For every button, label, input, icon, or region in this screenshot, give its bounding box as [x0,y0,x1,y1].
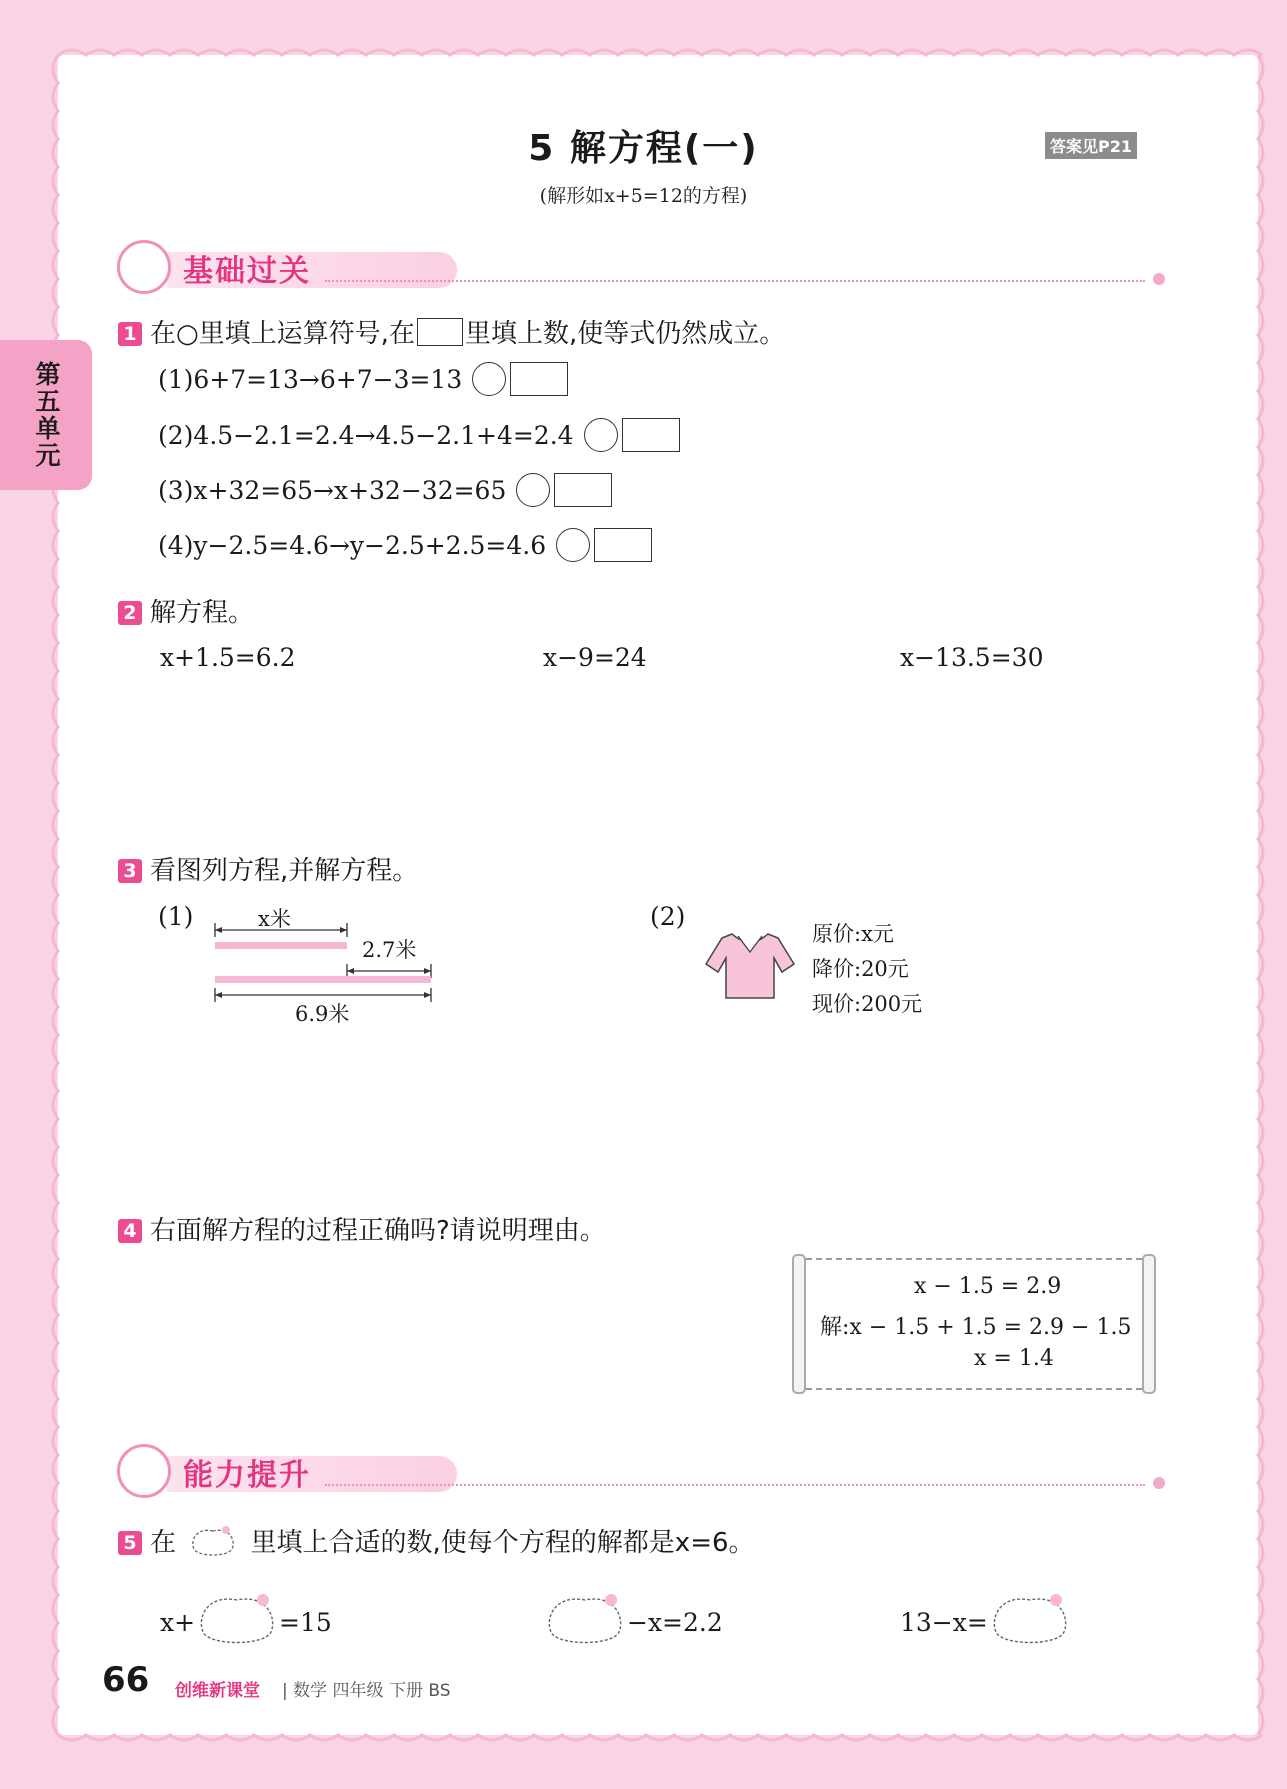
number-blank[interactable] [510,362,568,396]
part-label: (1) [158,902,194,931]
unit-side-tab [0,340,92,490]
page-title: 5 解方程(一) [528,128,759,169]
operator-blank[interactable] [584,418,618,452]
price-line: 原价:x元 [812,922,894,946]
dotted-divider [325,1484,1145,1486]
operator-blank[interactable] [472,362,506,396]
question-number: 4 [118,1219,142,1243]
question-5-title: 5 在 里填上合适的数,使每个方程的解都是x=6。 [118,1522,755,1559]
page-subtitle: (解形如x+5=12的方程) [539,185,748,207]
bubble-icon [1153,1477,1165,1489]
section-header-basic [115,240,1165,296]
bubble-icon [1153,273,1165,285]
number-blank[interactable] [622,418,680,452]
mascot-icon [117,1444,171,1498]
question-number: 1 [118,322,142,346]
number-blank[interactable] [594,528,652,562]
question-2-title: 2 解方程。 [118,592,254,629]
section-title: 能力提升 [183,1458,311,1493]
q1-item: (2)4.5−2.1=2.4→4.5−2.1+4=2.4 [158,418,680,452]
work-line: x − 1.5 = 2.9 [914,1274,1062,1299]
answer-reference-badge: 答案见P21 [1045,132,1137,159]
equation: x−9=24 [543,643,647,672]
mascot-icon [117,240,171,294]
solution-scroll [796,1258,1152,1390]
equation: x−13.5=30 [900,643,1044,672]
equation: x+1.5=6.2 [160,643,296,672]
price-line: 现价:200元 [812,992,923,1016]
q1-item: (4)y−2.5=4.6→y−2.5+2.5=4.6 [158,528,652,562]
q1-item: (1)6+7=13→6+7−3=13 [158,362,568,396]
number-blank[interactable] [554,473,612,507]
operator-blank[interactable] [516,473,550,507]
unit-label: 第五单元 [32,361,61,469]
question-4-title: 4 右面解方程的过程正确吗?请说明理由。 [118,1210,606,1247]
apple-blank[interactable] [988,1592,1072,1652]
section-title: 基础过关 [183,254,311,289]
segment-label-a: 2.7米 [362,938,417,962]
part-label: (2) [650,902,686,931]
footer-info: | 数学 四年级 下册 BS [282,1681,451,1701]
q5-equation: 13−x= [900,1592,1072,1652]
work-line: 解:x − 1.5 + 1.5 = 2.9 − 1.5 [820,1315,1132,1340]
section-header-advanced [115,1444,1165,1500]
operator-blank[interactable] [556,528,590,562]
segment-label-x: x米 [258,907,291,931]
segment-label-total: 6.9米 [295,1002,350,1026]
q1-item: (3)x+32=65→x+32−32=65 [158,473,612,507]
dotted-divider [325,280,1145,282]
question-number: 3 [118,859,142,883]
question-1-title: 1 在○里填上运算符号,在 里填上数,使等式仍然成立。 [118,313,785,350]
work-line: x = 1.4 [974,1346,1054,1371]
footer-brand: 创维新课堂 [175,1681,260,1701]
question-3-title: 3 看图列方程,并解方程。 [118,850,418,887]
q5-equation: −x=2.2 [543,1592,723,1652]
q5-equation: x+ =15 [160,1592,332,1652]
shirt-icon [702,928,798,1004]
apple-blank-icon [188,1525,238,1559]
box-symbol [417,318,463,346]
question-number: 2 [118,601,142,625]
price-line: 降价:20元 [812,957,909,981]
page-number: 66 [102,1660,150,1700]
question-number: 5 [118,1531,142,1555]
apple-blank[interactable] [195,1592,279,1652]
apple-blank[interactable] [543,1592,627,1652]
